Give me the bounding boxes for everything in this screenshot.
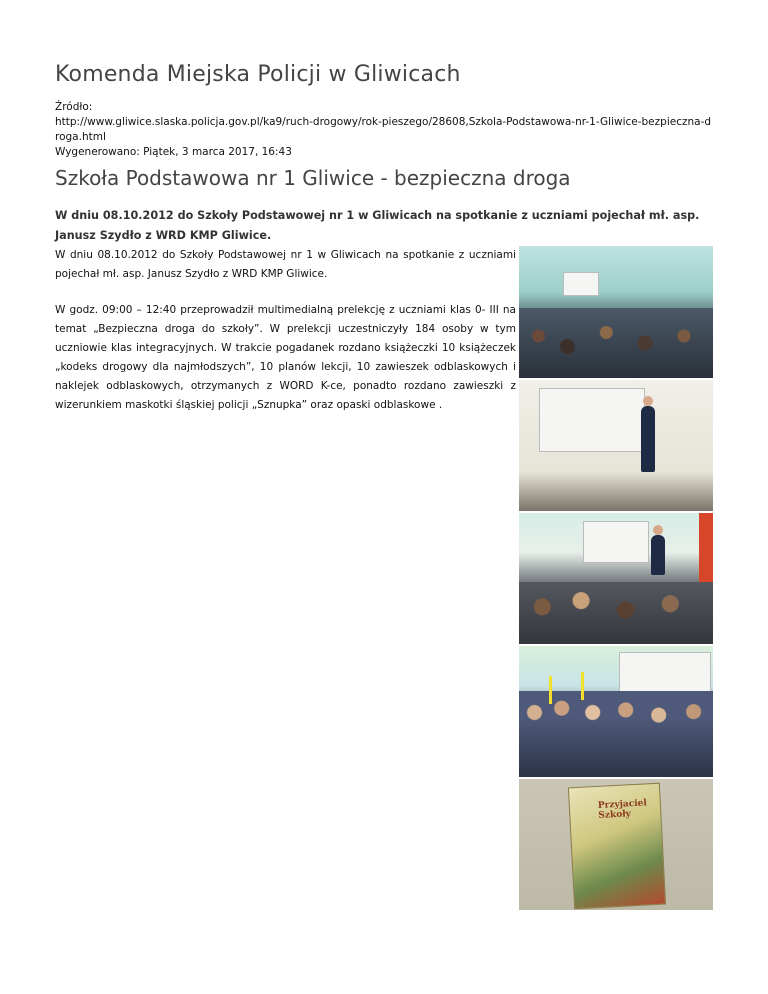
photo-book-cover[interactable] xyxy=(519,779,713,910)
article-paragraph: W godz. 09:00 – 12:40 przeprowadził multimedialną prelekcję z uczniami klas 0- III na temat „Bezpieczna droga do szkoły”. W prelekcji uczestniczyły 184 osoby w tym uczniowie klas integracyjnych. W trakcie pogadanek rozdano książeczki 10 książeczek „kodeks drogowy dla najmłodszych”, 10 planów lekcji, 10 zawieszek odblaskowych i naklejek odblaskowych, otrzymanych z WORD K-ce, ponadto rozdano zawieszki z wizerunkiem maskotki śląskiej policji „Sznupka” oraz opaski odblaskowe . xyxy=(55,304,516,411)
photo-children-reflective[interactable] xyxy=(519,646,713,777)
officer-head xyxy=(653,525,663,535)
students-crowd xyxy=(519,308,713,378)
projector-screen xyxy=(539,388,645,452)
book-title: Przyjaciel Szkoły xyxy=(597,798,648,821)
document-meta xyxy=(55,100,715,160)
photo-class-with-officer[interactable] xyxy=(519,513,713,644)
police-officer xyxy=(641,406,655,472)
police-officer xyxy=(651,535,665,575)
students-crowd xyxy=(519,582,713,644)
article-lead: W dniu 08.10.2012 do Szkoły Podstawowej nr 1 w Gliwicach na spotkanie z uczniami pojechał mł. asp. Janusz Szydło z WRD KMP Gliwice. xyxy=(55,209,700,242)
article-title: Szkoła Podstawowa nr 1 Gliwice - bezpieczna droga xyxy=(55,166,571,190)
reflective-band xyxy=(581,672,584,700)
photo-classroom-presentation[interactable] xyxy=(519,246,713,378)
photo-officer-at-screen[interactable] xyxy=(519,380,713,511)
site-title: Komenda Miejska Policji w Gliwicach xyxy=(55,62,461,87)
generated-date: Wygenerowano: Piątek, 3 marca 2017, 16:43 xyxy=(55,146,292,158)
projector-screen xyxy=(583,521,649,563)
book-cover xyxy=(568,783,666,910)
photo-gallery xyxy=(519,246,713,912)
article-body xyxy=(55,246,516,432)
source-label: Źródło: xyxy=(55,101,93,113)
officer-head xyxy=(643,396,653,406)
projector-screen xyxy=(563,272,599,296)
article-paragraph: W dniu 08.10.2012 do Szkoły Podstawowej nr 1 w Gliwicach na spotkanie z uczniami pojechał mł. asp. Janusz Szydło z WRD KMP Gliwice. xyxy=(55,249,516,280)
source-url[interactable]: http://www.gliwice.slaska.policja.gov.pl/ka9/ruch-drogowy/rok-pieszego/28608,Szkola-Podstawowa-nr-1-Gliwice-bezpieczna-droga.html xyxy=(55,116,712,143)
reflective-band xyxy=(549,676,552,704)
